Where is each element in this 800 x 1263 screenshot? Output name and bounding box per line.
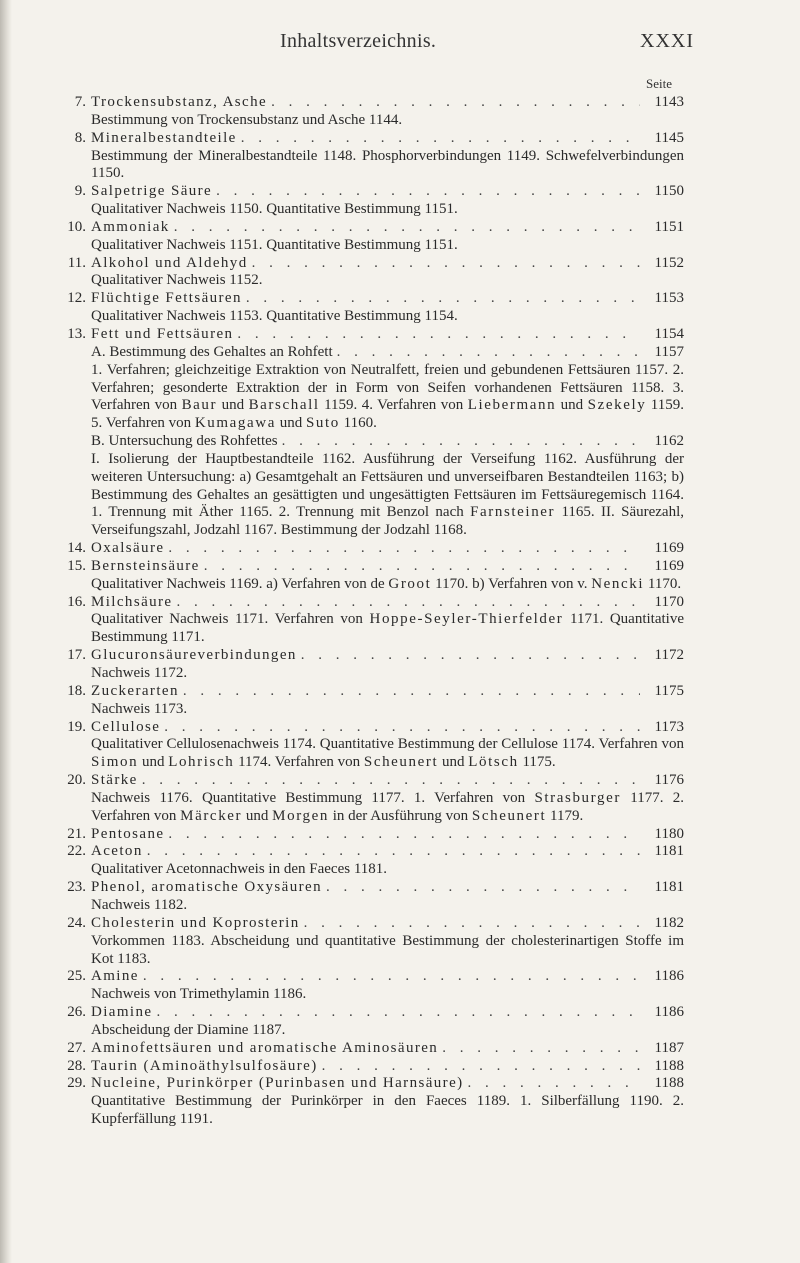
table-of-contents <box>46 94 684 1129</box>
author-name: Scheunert <box>471 807 547 824</box>
author-name: Kumagawa <box>194 415 276 432</box>
author-name: Scheunert <box>363 754 439 771</box>
entry-page-number: 1150 <box>654 183 684 200</box>
description-text: Qualitativer Cellulosenachweis 1174. Quantitative Bestimmung der Cellulose 1174. Verfahren von <box>91 736 684 753</box>
entry-title: Aceton <box>91 843 143 860</box>
entry-title: Cholesterin und Koprosterin <box>91 914 300 931</box>
entry-description <box>46 308 684 326</box>
entry-description <box>46 986 684 1004</box>
toc-entry <box>46 219 684 255</box>
toc-entry <box>46 1004 684 1040</box>
entry-page-number: 1154 <box>654 325 684 342</box>
entry-title: Trockensubstanz, Asche <box>91 94 268 110</box>
author-name: Morgen <box>272 807 329 824</box>
toc-entry <box>46 130 684 184</box>
entry-page-number: 1152 <box>654 254 684 271</box>
entry-description <box>46 790 684 826</box>
description-text: 1159. 5. Verfahren von <box>91 397 684 432</box>
toc-entry <box>46 326 684 344</box>
description-text: 1170. <box>644 575 682 592</box>
author-name: Liebermann <box>467 397 557 414</box>
description-text: 1171. Quantitative Bestimmung 1171. <box>91 611 684 646</box>
dot-leader <box>442 1040 640 1058</box>
dot-leader <box>204 558 640 576</box>
toc-entry <box>46 683 684 719</box>
dot-leader <box>246 290 640 308</box>
entry-page-number: 1172 <box>654 647 684 664</box>
entry-number: 16. <box>67 593 86 610</box>
description-text: Nachweis 1172. <box>91 665 188 681</box>
entry-title: B. Untersuchung des Rohfettes <box>91 433 278 450</box>
entry-number: 15. <box>67 557 86 574</box>
entry-title: Aminofettsäuren und aromatische Aminosäuren <box>91 1039 439 1056</box>
toc-entry-title-row <box>46 1075 684 1093</box>
entry-number: 7. <box>74 94 86 110</box>
description-text: 1159. 4. Verfahren von <box>319 397 468 414</box>
dot-leader <box>216 183 640 201</box>
entry-page-number: 1162 <box>654 433 684 450</box>
entry-title: Taurin (Aminoäthylsulfosäure) <box>91 1057 318 1074</box>
description-text: 1175. <box>518 754 556 771</box>
entry-description <box>46 237 684 255</box>
toc-entry-title-row <box>46 647 684 665</box>
entry-number: 17. <box>67 647 86 664</box>
description-text: und <box>556 397 588 414</box>
author-name: Nencki <box>591 575 645 592</box>
entry-page-number: 1169 <box>654 540 684 557</box>
entry-description <box>46 897 684 915</box>
dot-leader <box>326 879 640 897</box>
entry-description <box>46 272 684 290</box>
entry-title: Diamine <box>91 1004 153 1021</box>
dot-leader <box>337 344 640 362</box>
toc-entry <box>46 1075 684 1129</box>
entry-title: A. Bestimmung des Gehaltes an Rohfett <box>91 343 333 360</box>
entry-page-number: 1176 <box>654 772 684 789</box>
description-text: 1170. b) Verfahren von v. <box>431 575 592 592</box>
description-text: Qualitativer Nachweis 1169. a) Verfahren von de <box>91 575 389 592</box>
description-text: Qualitativer Nachweis 1152. <box>91 272 263 289</box>
entry-title: Mineralbestandteile <box>91 129 237 146</box>
description-text: und <box>217 397 249 414</box>
entry-description <box>46 1093 684 1129</box>
toc-entry <box>46 772 684 826</box>
toc-entry-title-row <box>46 843 684 861</box>
toc-entry-title-row <box>46 594 684 612</box>
toc-entry <box>46 344 684 433</box>
entry-page-number: 1186 <box>654 968 684 985</box>
author-name: Hoppe-Seyler-Thierfelder <box>369 611 564 628</box>
entry-description <box>46 451 684 540</box>
description-text: Bestimmung von Trockensubstanz und Asche 1144. <box>91 111 403 128</box>
author-name: Simon <box>91 754 139 771</box>
entry-title: Flüchtige Fettsäuren <box>91 290 242 307</box>
entry-number: 12. <box>67 290 86 307</box>
entry-number: 9. <box>74 183 86 200</box>
entry-page-number: 1182 <box>654 914 684 931</box>
toc-entry-title-row <box>46 94 684 112</box>
toc-entry-title-row <box>46 968 684 986</box>
dot-leader <box>156 1004 640 1022</box>
toc-entry <box>46 540 684 558</box>
description-text: 1177. 2. Verfahren von <box>91 789 685 824</box>
dot-leader <box>168 540 640 558</box>
entry-title: Salpetrige Säure <box>91 183 213 200</box>
toc-entry <box>46 843 684 879</box>
entry-page-number: 1188 <box>654 1057 684 1074</box>
page-number: XXXI <box>640 30 694 52</box>
toc-entry-title-row <box>46 772 684 790</box>
description-text: 1165. II. Säurezahl, Verseifungszahl, Jodzahl 1167. Bestimmung der Jodzahl 1168. <box>91 504 684 539</box>
dot-leader <box>174 219 640 237</box>
description-text: Abscheidung der Diamine 1187. <box>91 1021 286 1038</box>
toc-entry <box>46 433 684 540</box>
dot-leader <box>142 772 640 790</box>
entry-description <box>46 112 684 130</box>
toc-entry <box>46 719 684 773</box>
author-name: Strasburger <box>534 789 621 806</box>
entry-description <box>46 736 684 772</box>
entry-title: Ammoniak <box>91 218 170 235</box>
toc-entry <box>46 94 684 130</box>
description-text: und <box>438 754 469 771</box>
dot-leader <box>271 94 640 112</box>
entry-number: 29. <box>67 1075 86 1092</box>
toc-entry-title-row <box>46 683 684 701</box>
entry-title: Oxalsäure <box>91 540 165 557</box>
toc-entry-title-row <box>46 326 684 344</box>
toc-entry <box>46 1040 684 1058</box>
toc-entry <box>46 290 684 326</box>
entry-number: 27. <box>67 1039 86 1056</box>
running-title: Inhaltsverzeichnis. <box>280 30 437 52</box>
description-text: und <box>138 754 169 771</box>
entry-page-number: 1173 <box>654 718 684 735</box>
dot-leader <box>143 968 640 986</box>
entry-number: 26. <box>67 1004 86 1021</box>
toc-entry <box>46 968 684 1004</box>
description-text: Quantitative Bestimmung der Purinkörper in den Faeces 1189. 1. Silberfällung 1190. 2. Kupferfällung 1191. <box>91 1093 684 1128</box>
description-text: Vorkommen 1183. Abscheidung und quantitative Bestimmung der cholesterinartigen Stoffe im Kot 1183. <box>91 932 684 967</box>
entry-number: 13. <box>67 325 86 342</box>
dot-leader <box>147 843 640 861</box>
entry-title: Glucuronsäureverbindungen <box>91 647 297 664</box>
author-name: Märcker <box>180 807 243 824</box>
entry-description <box>46 1022 684 1040</box>
entry-title: Zuckerarten <box>91 682 179 699</box>
entry-page-number: 1157 <box>654 343 684 360</box>
toc-entry <box>46 915 684 969</box>
toc-entry-title-row <box>46 344 684 362</box>
entry-description <box>46 665 684 683</box>
description-text: Nachweis 1173. <box>91 700 188 717</box>
entry-page-number: 1181 <box>654 843 684 860</box>
author-name: Szekely <box>587 397 647 414</box>
toc-entry-title-row <box>46 826 684 844</box>
entry-number: 21. <box>67 825 86 842</box>
toc-entry <box>46 183 684 219</box>
entry-page-number: 1187 <box>654 1039 684 1056</box>
entry-description <box>46 861 684 879</box>
description-text: Bestimmung der Mineralbestandteile 1148. Phosphorverbindungen 1149. Schwefelverbindungen 1150. <box>91 147 684 182</box>
entry-description <box>46 701 684 719</box>
seite-column-label: Seite <box>646 76 672 91</box>
description-text: und <box>242 807 273 824</box>
author-name: Baur <box>181 397 218 414</box>
toc-entry <box>46 594 684 648</box>
toc-entry <box>46 1058 684 1076</box>
entry-title: Bernsteinsäure <box>91 557 200 574</box>
toc-entry <box>46 558 684 594</box>
description-text: und <box>275 415 306 432</box>
entry-page-number: 1169 <box>654 557 684 574</box>
entry-description <box>46 362 684 433</box>
entry-number: 18. <box>67 682 86 699</box>
entry-page-number: 1175 <box>654 682 684 699</box>
toc-entry-title-row <box>46 219 684 237</box>
description-text: 1160. <box>339 415 377 432</box>
toc-entry-title-row <box>46 130 684 148</box>
description-text: Nachweis 1176. Quantitative Bestimmung 1177. 1. Verfahren von <box>91 789 535 806</box>
dot-leader <box>241 130 640 148</box>
entry-page-number: 1153 <box>654 290 684 307</box>
toc-entry <box>46 647 684 683</box>
page-header <box>0 30 800 60</box>
description-text: in der Ausführung von <box>328 807 472 824</box>
entry-number: 8. <box>74 129 86 146</box>
description-text: Nachweis 1182. <box>91 896 188 913</box>
description-text: Qualitativer Nachweis 1151. Quantitative Bestimmung 1151. <box>91 236 458 253</box>
author-name: Lötsch <box>468 754 519 771</box>
entry-number: 11. <box>67 254 86 271</box>
toc-entry-title-row <box>46 1004 684 1022</box>
entry-title: Cellulose <box>91 718 161 735</box>
toc-entry-title-row <box>46 879 684 897</box>
toc-entry <box>46 879 684 915</box>
dot-leader <box>322 1058 640 1076</box>
toc-entry-title-row <box>46 290 684 308</box>
entry-number: 20. <box>67 772 86 789</box>
entry-number: 23. <box>67 879 86 896</box>
entry-description <box>46 611 684 647</box>
entry-page-number: 1143 <box>654 94 684 110</box>
entry-title: Amine <box>91 968 139 985</box>
dot-leader <box>168 826 640 844</box>
entry-page-number: 1181 <box>654 879 684 896</box>
entry-page-number: 1186 <box>654 1004 684 1021</box>
dot-leader <box>237 326 640 344</box>
toc-entry-title-row <box>46 915 684 933</box>
dot-leader <box>282 433 640 451</box>
entry-description <box>46 576 684 594</box>
entry-description <box>46 201 684 219</box>
dot-leader <box>468 1075 640 1093</box>
entry-number: 10. <box>67 218 86 235</box>
toc-entry-title-row <box>46 183 684 201</box>
entry-number: 25. <box>67 968 86 985</box>
description-text: Qualitativer Nachweis 1153. Quantitative Bestimmung 1154. <box>91 308 458 325</box>
dot-leader <box>301 647 640 665</box>
toc-entry-title-row <box>46 540 684 558</box>
dot-leader <box>176 594 640 612</box>
toc-entry <box>46 255 684 291</box>
dot-leader <box>183 683 640 701</box>
entry-title: Milchsäure <box>91 593 173 610</box>
entry-page-number: 1180 <box>654 825 684 842</box>
author-name: Suto <box>305 415 340 432</box>
entry-title: Fett und Fettsäuren <box>91 325 234 342</box>
entry-number: 14. <box>67 540 86 557</box>
dot-leader <box>304 915 640 933</box>
entry-page-number: 1170 <box>654 593 684 610</box>
description-text: Qualitativer Nachweis 1171. Verfahren von <box>91 611 370 628</box>
entry-number: 19. <box>67 718 86 735</box>
description-text: 1174. Verfahren von <box>234 754 364 771</box>
description-text: Qualitativer Nachweis 1150. Quantitative Bestimmung 1151. <box>91 201 458 218</box>
entry-page-number: 1151 <box>654 218 684 235</box>
toc-entry-title-row <box>46 719 684 737</box>
description-text: Nachweis von Trimethylamin 1186. <box>91 986 307 1003</box>
author-name: Groot <box>388 575 432 592</box>
toc-entry-title-row <box>46 558 684 576</box>
entry-title: Pentosane <box>91 825 165 842</box>
entry-description <box>46 933 684 969</box>
entry-number: 24. <box>67 914 86 931</box>
description-text: 1179. <box>546 807 584 824</box>
entry-title: Nucleine, Purinkörper (Purinbasen und Harnsäure) <box>91 1075 464 1092</box>
toc-entry-title-row <box>46 433 684 451</box>
dot-leader <box>252 255 640 273</box>
toc-entry-title-row <box>46 255 684 273</box>
toc-entry-title-row <box>46 1040 684 1058</box>
author-name: Barschall <box>248 397 320 414</box>
entry-number: 28. <box>67 1057 86 1074</box>
description-text: Qualitativer Acetonnachweis in den Faeces 1181. <box>91 861 388 878</box>
entry-title: Alkohol und Aldehyd <box>91 254 248 271</box>
entry-number: 22. <box>67 843 86 860</box>
entry-page-number: 1145 <box>654 129 684 146</box>
description-text: I. Isolierung der Hauptbestandteile 1162. Ausführung der Verseifung 1162. Ausführung der weiteren Untersuchung: a) Gesamtgehalt an Fettsäuren und unverseifbaren Bestandteilen 1163; b) Bestimmung des Gehaltes an gesättigten und ungesättigten Fettsäuren im Fettsäuregemisch 1164. 1. Trennung mit Äther 1165. 2. Trennung mit Benzol nach <box>91 450 684 521</box>
entry-page-number: 1188 <box>654 1075 684 1092</box>
entry-title: Phenol, aromatische Oxysäuren <box>91 879 322 896</box>
entry-title: Stärke <box>91 772 138 789</box>
description-text: 1. Verfahren; gleichzeitige Extraktion von Neutralfett, freien und gebundenen Fettsäuren 1157. 2. Verfahren; gesonderte Extraktion der in Form von Seifen vorhandenen Fettsäuren 1158. 3. Verfahren von <box>91 361 684 414</box>
dot-leader <box>164 719 640 737</box>
entry-description <box>46 148 684 184</box>
toc-entry-title-row <box>46 1058 684 1076</box>
author-name: Lohrisch <box>168 754 235 771</box>
author-name: Farnsteiner <box>470 504 556 521</box>
toc-entry <box>46 826 684 844</box>
